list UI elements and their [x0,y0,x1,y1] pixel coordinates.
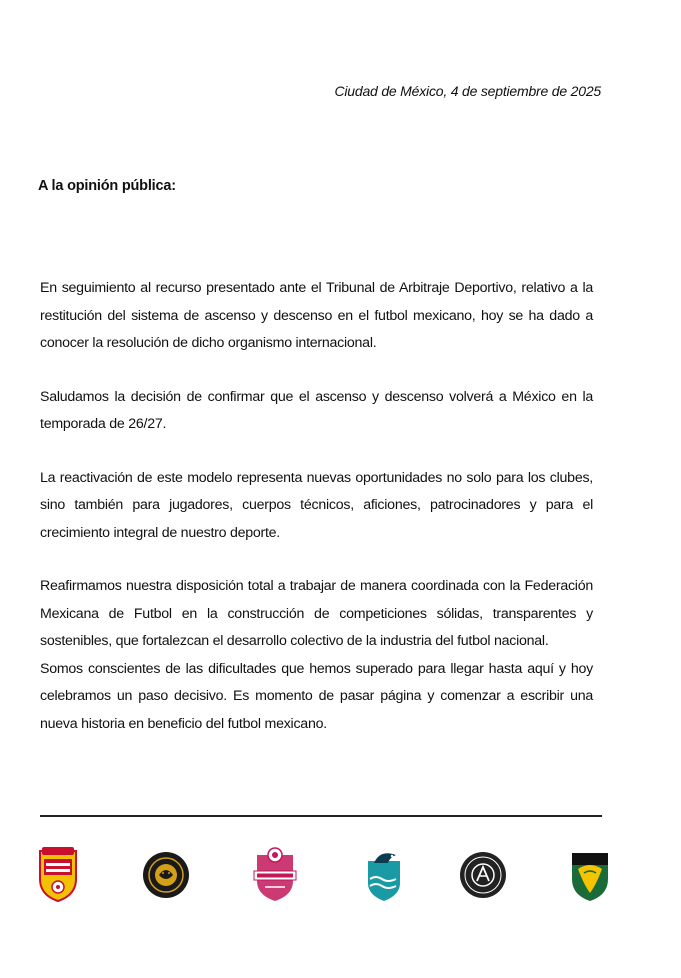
club-logos-row [30,845,610,905]
paragraph-1: En seguimiento al recurso presentado ante el Tribunal de Arbitraje Deportivo, relativo a la restitución del sistema de ascenso y descenso en el futbol mexicano, hoy se ha dado a conocer la resolución de dicho organismo internacional. [40,280,593,351]
la-paz-crest-icon [455,845,511,903]
footer-divider [40,815,602,817]
salutation: A la opinión pública: [38,178,176,194]
green-yellow-shield-icon [562,845,618,903]
date-line: Ciudad de México, 4 de septiembre de 2025 [334,83,601,99]
leones-negros-crest-icon [138,845,194,903]
club-crest-red-yellow-icon [30,845,86,903]
letter-body [40,275,593,738]
teal-wave-crest-icon [356,845,412,903]
paragraph-4: Reafirmamos nuestra disposición total a trabajar de manera coordinada con la Federación Mexicana de Futbol en la construcción de competiciones sólidas, transparentes y sostenibles, que fortalezcan el desarrollo colectivo de la industria del futbol nacional. [40,578,593,649]
paragraph-5: Somos conscientes de las dificultades que hemos superado para llegar hasta aquí y hoy celebramos un paso decisivo. Es momento de pasar página y comenzar a escribir una nueva historia en beneficio del futbol mexicano. [40,660,593,732]
paragraph-2: Saludamos la decisión de confirmar que el ascenso y descenso volverá a México en la temporada de 26/27. [40,388,593,432]
paragraph-3: La reactivación de este modelo representa nuevas oportunidades no solo para los clubes, sino también para jugadores, cuerpos técnicos, aficiones, patrocinadores y para el crecimiento integral de nuestro deporte. [40,469,593,541]
mineros-crest-icon [247,845,303,903]
